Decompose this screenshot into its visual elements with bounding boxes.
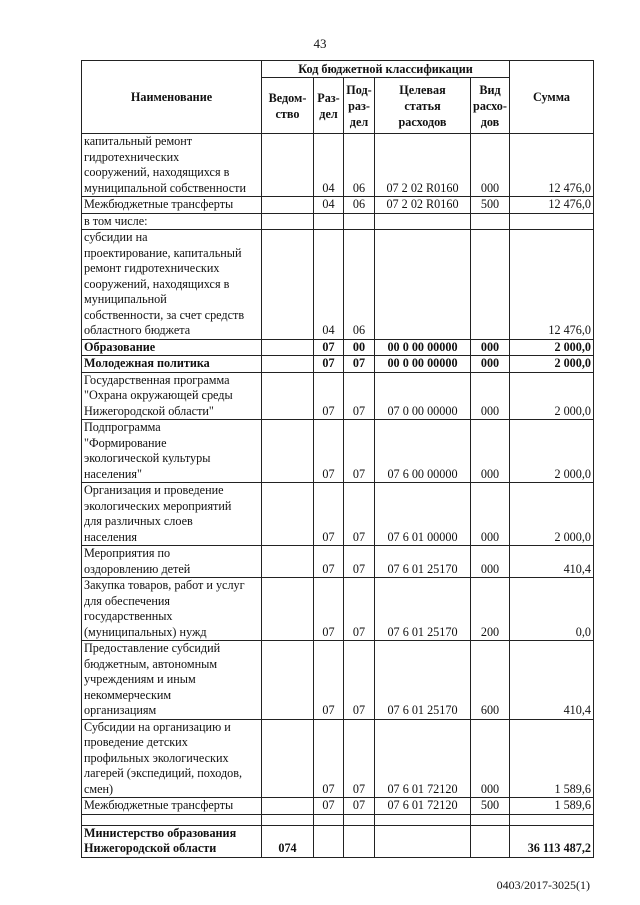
row-vid: 500 (471, 798, 510, 815)
table-row (82, 641, 594, 720)
row-name: Закупка товаров, работ и услуг для обеспечения государственных (муниципальных) нужд (82, 578, 262, 641)
row-sum: 2 000,0 (510, 372, 594, 420)
header-vid: Вид расхо- дов (471, 78, 510, 134)
row-vid (471, 230, 510, 340)
row-vedomstvo (262, 372, 314, 420)
row-razdel: 07 (314, 372, 344, 420)
row-celevaya: 00 0 00 00000 (375, 339, 471, 356)
row-razdel: 07 (314, 420, 344, 483)
row-vedomstvo (262, 213, 314, 230)
row-razdel: 07 (314, 339, 344, 356)
row-name: капитальный ремонт гидротехнических сооружений, находящихся в муниципальной собственности (82, 134, 262, 197)
row-celevaya: 07 6 01 72120 (375, 798, 471, 815)
header-name: Наименование (82, 61, 262, 134)
row-name: Мероприятия по оздоровлению детей (82, 546, 262, 578)
row-vid: 000 (471, 420, 510, 483)
document-code: 0403/2017-3025(1) (496, 878, 590, 892)
row-vid: 000 (471, 372, 510, 420)
row-celevaya: 00 0 00 00000 (375, 356, 471, 373)
row-vid: 000 (471, 546, 510, 578)
row-vedomstvo (262, 197, 314, 214)
ministry-vedomstvo: 074 (262, 825, 314, 857)
row-vedomstvo (262, 356, 314, 373)
row-podrazdel: 00 (344, 339, 375, 356)
row-name: Образование (82, 339, 262, 356)
table-row (82, 798, 594, 815)
row-razdel: 04 (314, 230, 344, 340)
row-podrazdel: 07 (344, 356, 375, 373)
row-sum: 12 476,0 (510, 197, 594, 214)
header-code-group: Код бюджетной классификации (262, 61, 510, 78)
row-sum: 1 589,6 (510, 719, 594, 798)
row-name: субсидии на проектирование, капитальный ремонт гидротехнических сооружений, находящихся в муниципальной собственности, за счет средств областного бюджета (82, 230, 262, 340)
row-vedomstvo (262, 134, 314, 197)
row-sum: 410,4 (510, 641, 594, 720)
row-sum: 410,4 (510, 546, 594, 578)
row-celevaya: 07 6 01 25170 (375, 578, 471, 641)
row-vedomstvo (262, 719, 314, 798)
row-sum (510, 213, 594, 230)
row-vid: 600 (471, 641, 510, 720)
row-vid: 200 (471, 578, 510, 641)
row-name: Молодежная политика (82, 356, 262, 373)
row-name: Межбюджетные трансферты (82, 197, 262, 214)
row-podrazdel: 06 (344, 197, 375, 214)
row-razdel (314, 213, 344, 230)
row-razdel: 04 (314, 134, 344, 197)
row-sum: 12 476,0 (510, 134, 594, 197)
row-name: Межбюджетные трансферты (82, 798, 262, 815)
row-sum: 0,0 (510, 578, 594, 641)
row-razdel: 04 (314, 197, 344, 214)
table-row (82, 213, 594, 230)
spacer-row (82, 814, 594, 825)
row-name: в том числе: (82, 213, 262, 230)
row-podrazdel: 07 (344, 641, 375, 720)
row-vedomstvo (262, 483, 314, 546)
header-podrazdel: Под- раз- дел (344, 78, 375, 134)
header-vedomstvo: Ведом- ство (262, 78, 314, 134)
row-name: Предоставление субсидий бюджетным, автономным учреждениям и иным некоммерческим организациям (82, 641, 262, 720)
row-vedomstvo (262, 798, 314, 815)
table-row (82, 197, 594, 214)
row-celevaya: 07 0 00 00000 (375, 372, 471, 420)
row-vedomstvo (262, 339, 314, 356)
table-row (82, 230, 594, 340)
header-razdel: Раз- дел (314, 78, 344, 134)
table-row (82, 372, 594, 420)
row-razdel: 07 (314, 719, 344, 798)
row-name: Организация и проведение экологических мероприятий для различных слоев населения (82, 483, 262, 546)
ministry-row (82, 825, 594, 857)
row-vid: 500 (471, 197, 510, 214)
row-podrazdel: 06 (344, 134, 375, 197)
row-sum: 2 000,0 (510, 356, 594, 373)
row-celevaya: 07 6 01 25170 (375, 546, 471, 578)
row-celevaya: 07 6 00 00000 (375, 420, 471, 483)
row-sum: 2 000,0 (510, 339, 594, 356)
row-podrazdel: 07 (344, 483, 375, 546)
table-row (82, 420, 594, 483)
row-vedomstvo (262, 546, 314, 578)
header-sum: Сумма (510, 61, 594, 134)
row-sum: 2 000,0 (510, 420, 594, 483)
table-row (82, 134, 594, 197)
row-podrazdel: 07 (344, 578, 375, 641)
row-vid: 000 (471, 483, 510, 546)
table-row (82, 546, 594, 578)
row-sum: 1 589,6 (510, 798, 594, 815)
row-podrazdel: 07 (344, 546, 375, 578)
row-podrazdel: 06 (344, 230, 375, 340)
row-vedomstvo (262, 578, 314, 641)
row-vid: 000 (471, 339, 510, 356)
row-celevaya (375, 213, 471, 230)
row-podrazdel: 07 (344, 798, 375, 815)
row-celevaya: 07 2 02 R0160 (375, 134, 471, 197)
ministry-sum: 36 113 487,2 (510, 825, 594, 857)
row-razdel: 07 (314, 578, 344, 641)
table-row (82, 483, 594, 546)
row-vid: 000 (471, 134, 510, 197)
row-podrazdel: 07 (344, 372, 375, 420)
table-row (82, 356, 594, 373)
row-celevaya: 07 6 01 00000 (375, 483, 471, 546)
row-celevaya (375, 230, 471, 340)
page-number: 43 (313, 36, 327, 51)
row-vedomstvo (262, 420, 314, 483)
row-vedomstvo (262, 641, 314, 720)
row-vid (471, 213, 510, 230)
row-vid: 000 (471, 719, 510, 798)
row-razdel: 07 (314, 798, 344, 815)
row-vid: 000 (471, 356, 510, 373)
row-name: Субсидии на организацию и проведение детских профильных экологических лагерей (экспедиций, походов, смен) (82, 719, 262, 798)
row-vedomstvo (262, 230, 314, 340)
table-row (82, 719, 594, 798)
row-podrazdel: 07 (344, 420, 375, 483)
row-razdel: 07 (314, 641, 344, 720)
row-razdel: 07 (314, 546, 344, 578)
row-celevaya: 07 2 02 R0160 (375, 197, 471, 214)
table-row (82, 578, 594, 641)
row-sum: 12 476,0 (510, 230, 594, 340)
budget-table (81, 60, 594, 858)
row-celevaya: 07 6 01 72120 (375, 719, 471, 798)
table-body (82, 134, 594, 815)
row-name: Подпрограмма "Формирование экологической культуры населения" (82, 420, 262, 483)
row-sum: 2 000,0 (510, 483, 594, 546)
row-razdel: 07 (314, 483, 344, 546)
ministry-name: Министерство образования Нижегородской области (82, 825, 262, 857)
row-podrazdel: 07 (344, 719, 375, 798)
row-podrazdel (344, 213, 375, 230)
header-celevaya: Целевая статья расходов (375, 78, 471, 134)
table-row (82, 339, 594, 356)
row-celevaya: 07 6 01 25170 (375, 641, 471, 720)
row-name: Государственная программа "Охрана окружающей среды Нижегородской области" (82, 372, 262, 420)
row-razdel: 07 (314, 356, 344, 373)
